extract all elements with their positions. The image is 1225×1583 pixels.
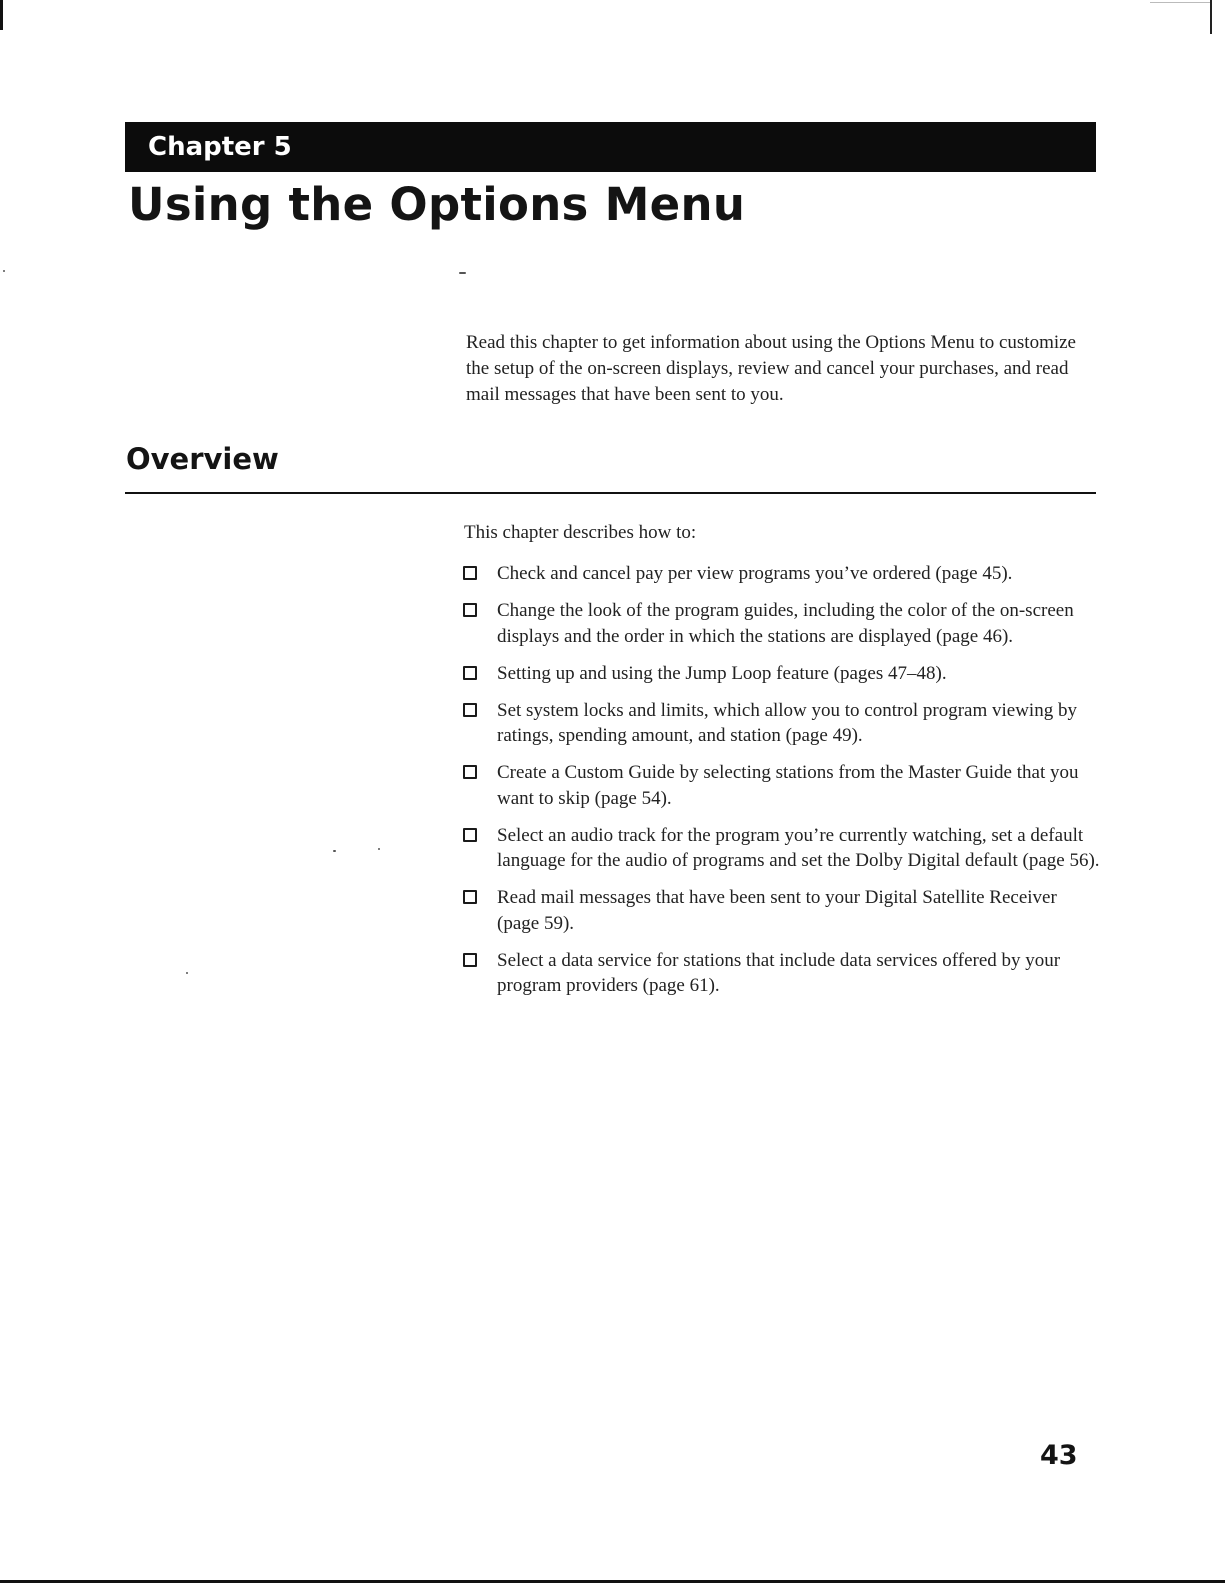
list-item-text: Change the look of the program guides, including the color of the on-screen displays and the order in which the stations are displayed (page 46). xyxy=(497,600,1074,647)
chapter-banner xyxy=(125,122,1096,172)
section-heading-overview: Overview xyxy=(126,442,279,476)
checkbox-bullet-icon xyxy=(463,890,477,904)
checkbox-bullet-icon xyxy=(463,603,477,617)
list-item-text: Select an audio track for the program you’re currently watching, set a default language for the audio of programs and set the Dolby Digital default (page 56). xyxy=(497,824,1100,871)
chapter-label: Chapter 5 xyxy=(148,132,292,162)
list-item-text: Create a Custom Guide by selecting stations from the Master Guide that you want to skip (page 54). xyxy=(497,762,1079,809)
scan-speck xyxy=(459,272,466,274)
checkbox-bullet-icon xyxy=(463,828,477,842)
checkbox-bullet-icon xyxy=(463,703,477,717)
section-divider xyxy=(125,492,1096,494)
list-item-text: Check and cancel pay per view programs you’ve ordered (page 45). xyxy=(497,563,1013,584)
page-title: Using the Options Menu xyxy=(128,178,746,231)
list-item-text: Select a data service for stations that include data services offered by your program providers (page 61). xyxy=(497,949,1061,996)
list-item-text: Setting up and using the Jump Loop feature (pages 47–48). xyxy=(497,662,947,684)
list-item xyxy=(460,561,1100,587)
scan-edge-top-right xyxy=(1150,2,1210,3)
scan-speck xyxy=(378,848,380,850)
checkbox-bullet-icon xyxy=(463,666,477,680)
overview-list xyxy=(460,561,1100,1010)
list-item xyxy=(460,885,1100,936)
scan-speck xyxy=(186,972,188,974)
overview-lead: This chapter describes how to: xyxy=(464,522,697,543)
checkbox-bullet-icon xyxy=(463,953,477,967)
checkbox-bullet-icon xyxy=(463,765,477,779)
list-item xyxy=(460,661,1100,687)
scan-edge-right xyxy=(1210,0,1212,34)
scan-edge-left xyxy=(0,0,3,30)
list-item xyxy=(460,598,1100,649)
list-item xyxy=(460,823,1100,874)
checkbox-bullet-icon xyxy=(463,566,477,580)
list-item xyxy=(460,760,1100,811)
intro-paragraph: Read this chapter to get information about using the Options Menu to customize the setup of the on-screen displays, review and cancel your purchases, and read mail messages that have been sent to you. xyxy=(466,332,1076,405)
scan-speck xyxy=(333,850,336,852)
list-item xyxy=(460,948,1100,999)
page-number: 43 xyxy=(1040,1440,1078,1471)
scan-speck xyxy=(3,270,5,272)
list-item-text: Read mail messages that have been sent to your Digital Satellite Receiver (page 59). xyxy=(497,887,1057,934)
list-item-text: Set system locks and limits, which allow you to control program viewing by ratings, spending amount, and station (page 49). xyxy=(497,699,1077,746)
list-item xyxy=(460,698,1100,749)
